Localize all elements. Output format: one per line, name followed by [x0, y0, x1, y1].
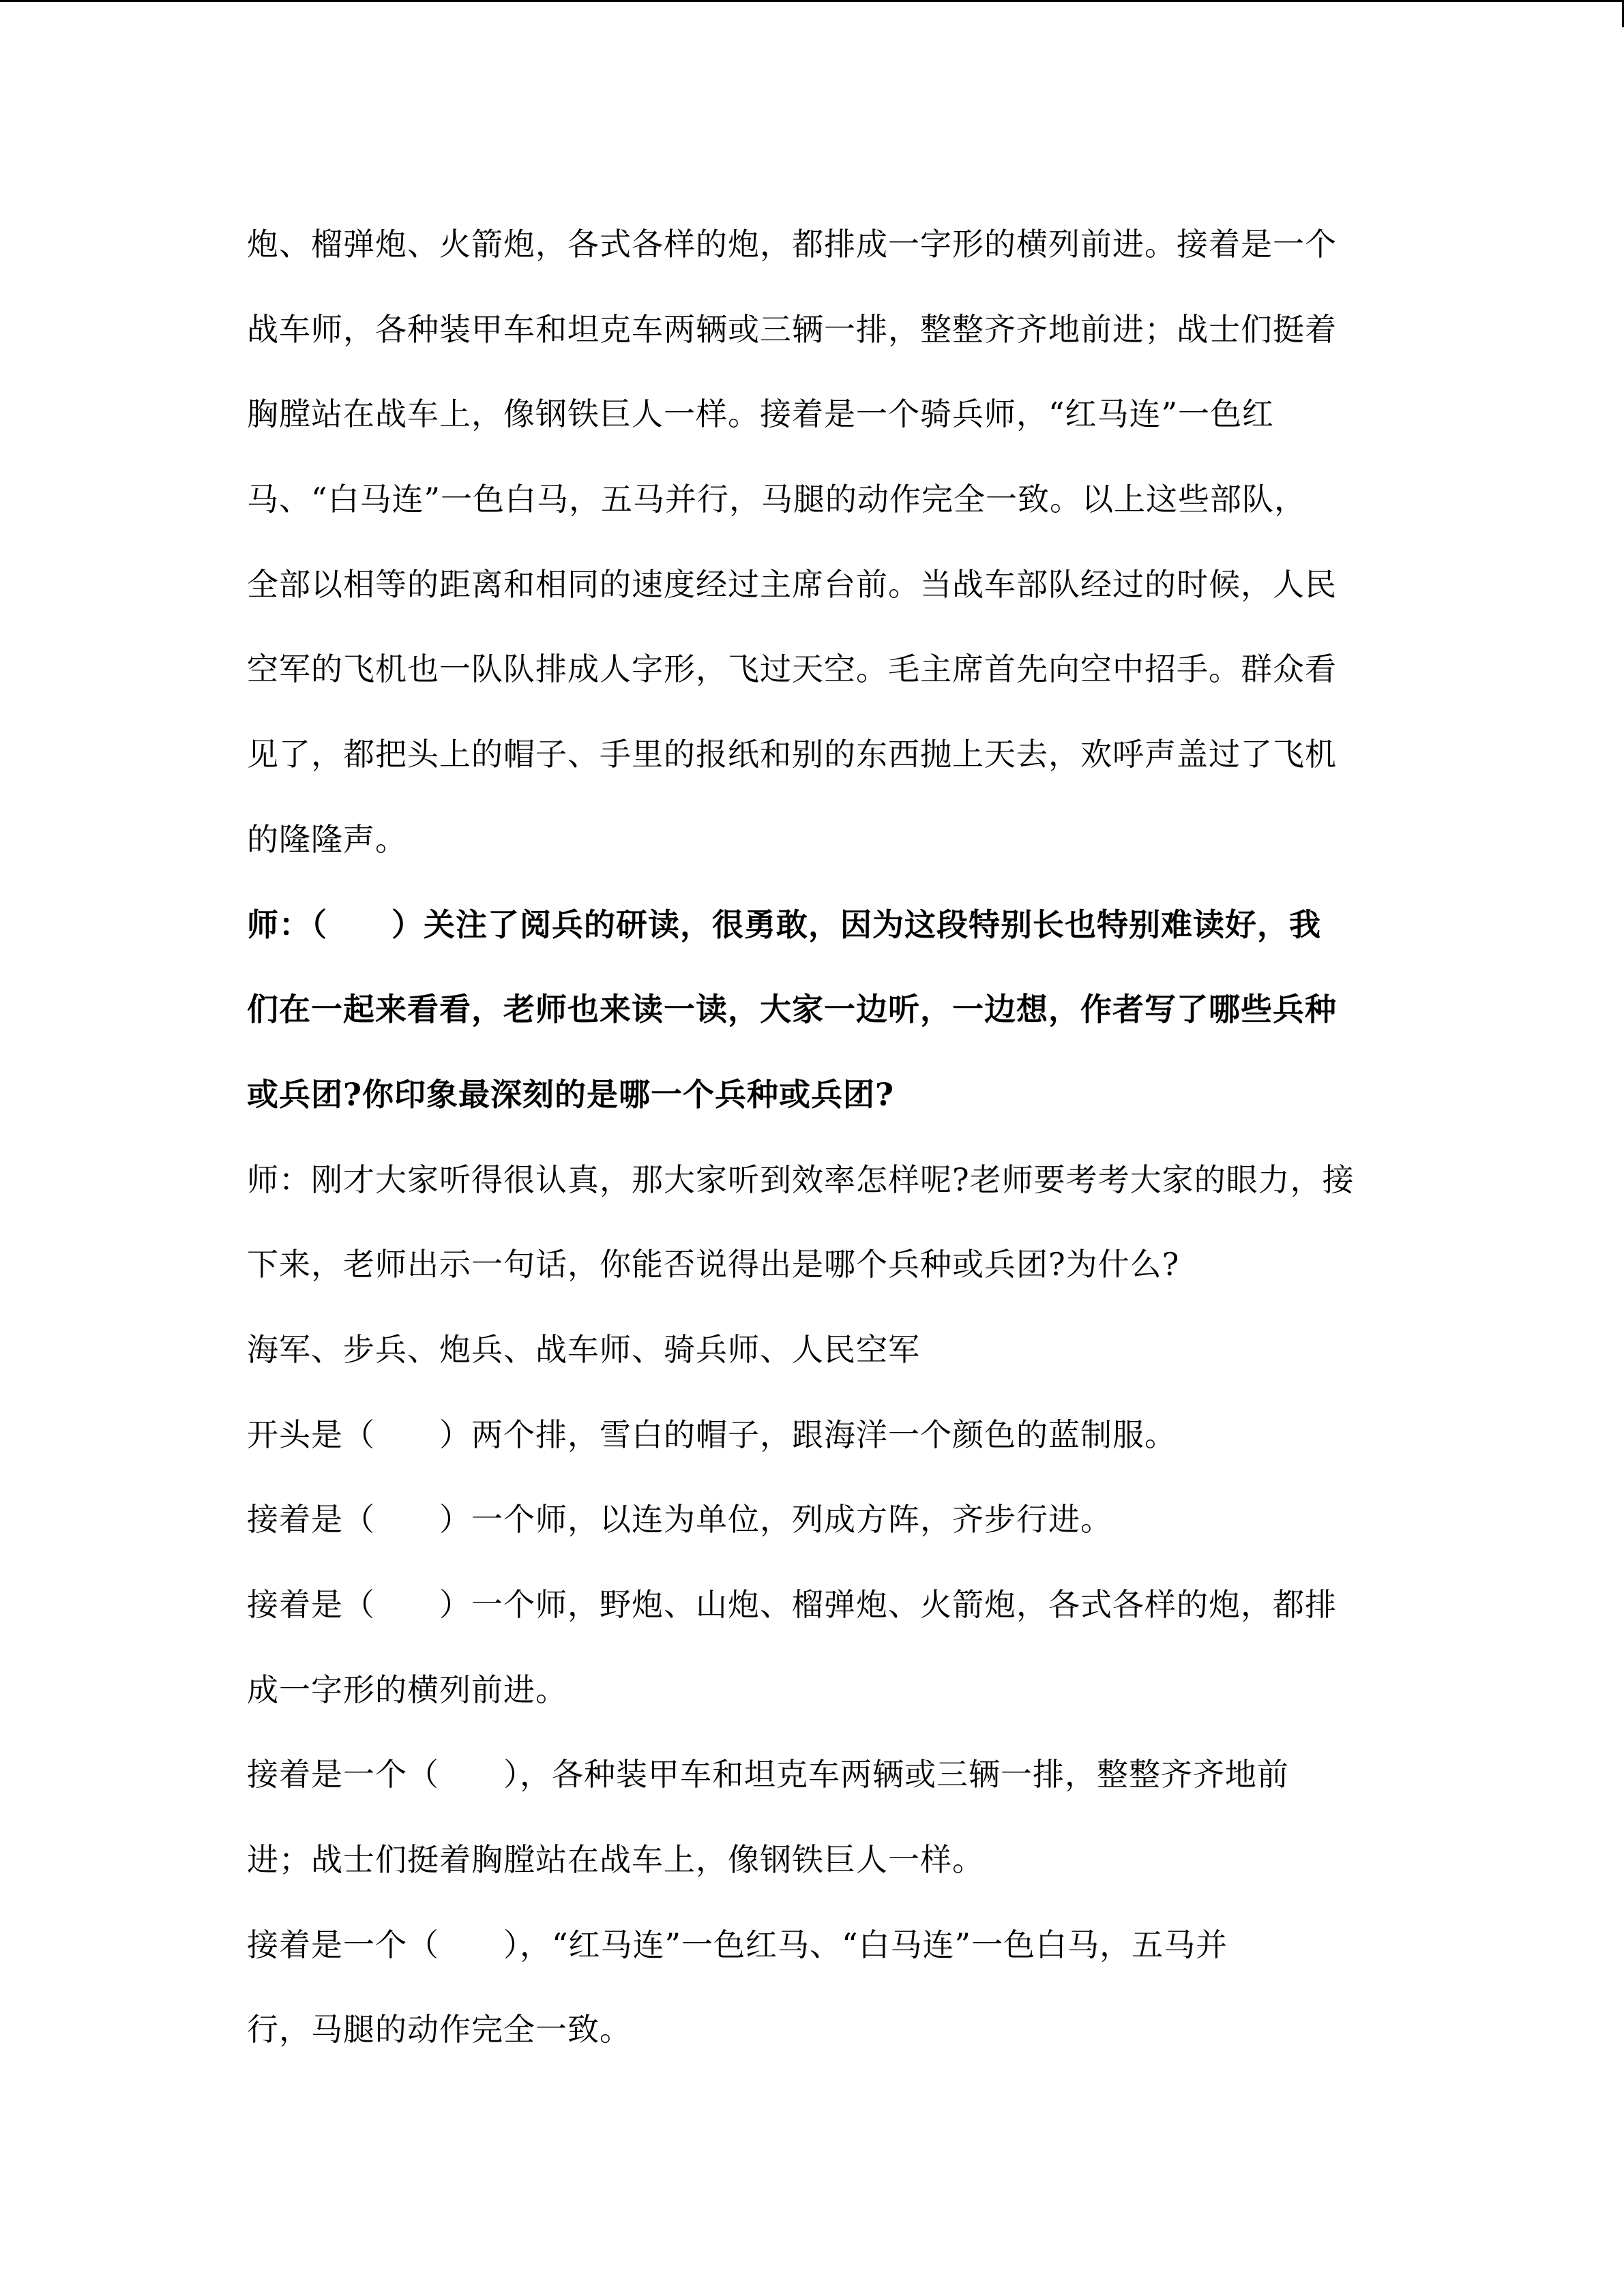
fill-blank-3: 接着是（ ）一个师，野炮、山炮、榴弹炮、火箭炮，各式各样的炮，都排 [247, 1586, 1337, 1623]
fill-blank-4: 接着是一个（ ），各种装甲车和坦克车两辆或三辆一排，整整齐齐地前 [247, 1756, 1289, 1793]
fill-blank-3-cont: 成一字形的横列前进。 [247, 1671, 567, 1708]
text-line-6: 空军的飞机也一队队排成人字形，飞过天空。毛主席首先向空中招手。群众看 [247, 651, 1337, 688]
teacher-prompt-line-1: 师：（ ）关注了阅兵的研读，很勇敢，因为这段特别长也特别难读好，我 [247, 906, 1321, 943]
fill-blank-1: 开头是（ ）两个排，雪白的帽子，跟海洋一个颜色的蓝制服。 [247, 1416, 1177, 1453]
teacher-question-line-1: 师：刚才大家听得很认真，那大家听到效率怎样呢?老师要考考大家的眼力，接 [247, 1161, 1355, 1198]
teacher-prompt-line-2: 们在一起来看看，老师也来读一读，大家一边听，一边想，作者写了哪些兵种 [247, 991, 1337, 1028]
document-body [247, 202, 1393, 2072]
page-top-border [0, 0, 1624, 2]
text-line-2: 战车师，各种装甲车和坦克车两辆或三辆一排，整整齐齐地前进；战士们挺着 [247, 310, 1337, 348]
text-line-4: 马、“白马连”一色白马，五马并行，马腿的动作完全一致。以上这些部队， [247, 481, 1307, 518]
teacher-prompt-line-3: 或兵团?你印象最深刻的是哪一个兵种或兵团? [247, 1075, 894, 1113]
text-line-3: 胸膛站在战车上，像钢铁巨人一样。接着是一个骑兵师，“红马连”一色红 [247, 396, 1275, 433]
text-line-7: 见了，都把头上的帽子、手里的报纸和别的东西抛上天去，欢呼声盖过了飞机 [247, 736, 1337, 773]
text-line-5: 全部以相等的距离和相同的速度经过主席台前。当战车部队经过的时候，人民 [247, 565, 1337, 603]
teacher-question-line-2: 下来，老师出示一句话，你能否说得出是哪个兵种或兵团?为什么? [247, 1246, 1180, 1283]
fill-blank-2: 接着是（ ）一个师，以连为单位，列成方阵，齐步行进。 [247, 1501, 1112, 1538]
fill-blank-5: 接着是一个（ ），“红马连”一色红马、“白马连”一色白马，五马并 [247, 1926, 1228, 1963]
text-line-1: 炮、榴弹炮、火箭炮，各式各样的炮，都排成一字形的横列前进。接着是一个 [247, 226, 1337, 263]
fill-blank-5-cont: 行，马腿的动作完全一致。 [247, 2011, 632, 2048]
option-list: 海军、步兵、炮兵、战车师、骑兵师、人民空军 [247, 1330, 920, 1368]
fill-blank-4-cont: 进；战士们挺着胸膛站在战车上，像钢铁巨人一样。 [247, 1841, 984, 1879]
text-line-8: 的隆隆声。 [247, 820, 407, 858]
